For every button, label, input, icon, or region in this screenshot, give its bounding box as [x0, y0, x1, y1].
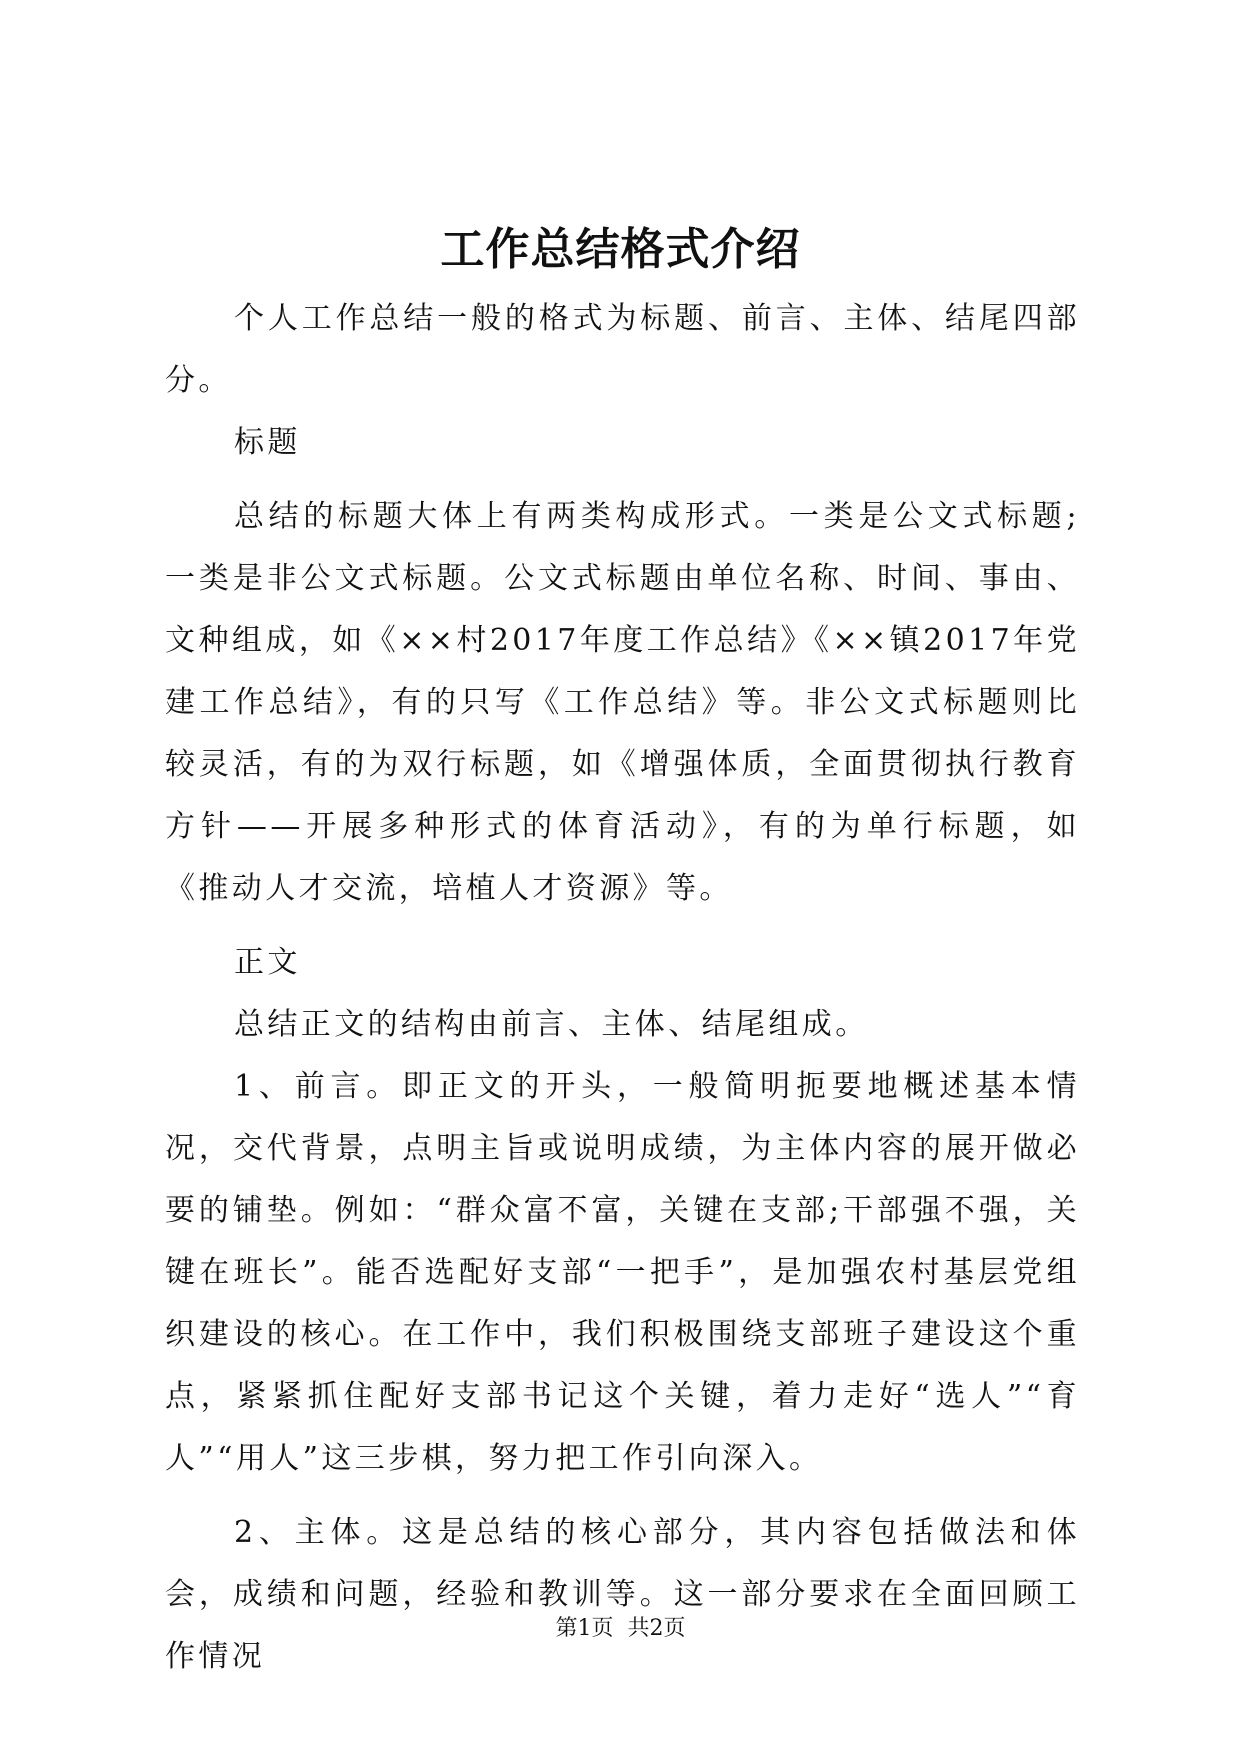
paragraph-title-types: 总结的标题大体上有两类构成形式。一类是公文式标题;一类是非公文式标题。公文式标题由单位名称、时间、事由、文种组成，如《××村2017年度工作总结》《××镇2017年党建工作总结》，有的只写《工作总结》等。非公文式标题则比较灵活，有的为双行标题，如《增强体质，全面贯彻执行教育方针——开展多种形式的体育活动》，有的为单行标题，如《推动人才交流，培植人才资源》等。	[165, 499, 1080, 906]
paragraph-intro: 个人工作总结一般的格式为标题、前言、主体、结尾四部分。	[165, 301, 1080, 398]
heading-body-section: 正文	[234, 945, 301, 980]
page-number-label: 第1页 共2页	[555, 1616, 686, 1641]
document-body	[165, 288, 1080, 1688]
heading-title-section: 标题	[234, 425, 301, 460]
paragraph-preface: 1、前言。即正文的开头，一般简明扼要地概述基本情况，交代背景，点明主旨或说明成绩，为主体内容的展开做必要的铺垫。例如：“群众富不富，关键在支部;干部强不强，关键在班长”。能否选配好支部“一把手”，是加强农村基层党组织建设的核心。在工作中，我们积极围绕支部班子建设这个重点，紧紧抓住配好支部书记这个关键，着力走好“选人”“育人”“用人”这三步棋，努力把工作引向深入。	[165, 1069, 1080, 1476]
paragraph-main-body: 2、主体。这是总结的核心部分，其内容包括做法和体会，成绩和问题，经验和教训等。这一部分要求在全面回顾工作情况	[165, 1515, 1080, 1674]
page-footer	[0, 1614, 1241, 1644]
paragraph-body-structure: 总结正文的结构由前言、主体、结尾组成。	[234, 1007, 869, 1042]
document-title: 工作总结格式介绍	[440, 224, 801, 275]
